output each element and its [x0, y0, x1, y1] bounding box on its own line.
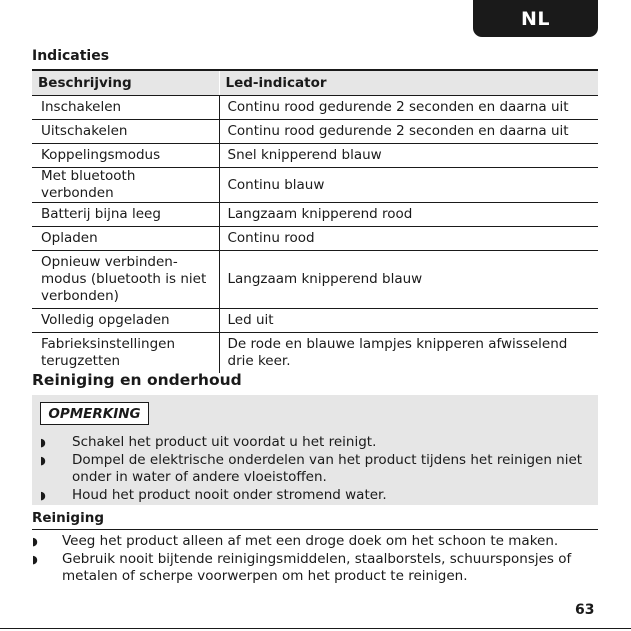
row-led-indicator: Langzaam knipperend blauw — [219, 251, 598, 309]
bullet-icon: ◗ — [32, 535, 38, 548]
row-led-indicator: Continu rood gedurende 2 seconden en daarna uit — [219, 120, 598, 144]
list-item-text: Gebruik nooit bijtende reinigingsmiddelen, staalborstels, schuursponsjes of metalen of scherpe voorwerpen om het product te reinigen. — [62, 551, 572, 584]
row-led-indicator: Continu rood — [219, 227, 598, 251]
list-item — [32, 452, 598, 486]
table-row — [32, 96, 598, 120]
row-led-indicator: Langzaam knipperend rood — [219, 203, 598, 227]
language-tab: NL — [473, 0, 598, 37]
table-row — [32, 333, 598, 374]
row-led-indicator: Snel knipperend blauw — [219, 144, 598, 168]
page-number: 63 — [575, 602, 595, 618]
bullet-icon: ◗ — [40, 436, 46, 449]
reiniging-list — [32, 533, 598, 586]
row-description: Batterij bijna leeg — [32, 203, 219, 227]
reiniging-heading: Reiniging — [32, 510, 104, 526]
row-led-indicator: Led uit — [219, 309, 598, 333]
row-description: Uitschakelen — [32, 120, 219, 144]
row-description: Volledig opgeladen — [32, 309, 219, 333]
divider — [0, 628, 631, 629]
table-row — [32, 227, 598, 251]
row-led-indicator: Continu rood gedurende 2 seconden en daarna uit — [219, 96, 598, 120]
list-item — [32, 533, 598, 550]
row-description: Fabrieksinstellingen terugzetten — [32, 333, 219, 374]
row-description: Inschakelen — [32, 96, 219, 120]
row-description: Opladen — [32, 227, 219, 251]
table-row — [32, 144, 598, 168]
table-row — [32, 203, 598, 227]
table-row — [32, 309, 598, 333]
bullet-icon: ◗ — [40, 454, 46, 467]
indicaties-heading: Indicaties — [32, 48, 110, 64]
list-item — [32, 487, 598, 504]
column-header-beschrijving: Beschrijving — [32, 70, 219, 96]
row-description: Met bluetooth verbonden — [32, 168, 219, 203]
bullet-icon: ◗ — [40, 489, 46, 502]
divider — [32, 529, 598, 530]
table-row — [32, 168, 598, 203]
column-header-led-indicator: Led-indicator — [219, 70, 598, 96]
row-description: Koppelingsmodus — [32, 144, 219, 168]
row-led-indicator: Continu blauw — [219, 168, 598, 203]
list-item-text: Schakel het product uit voordat u het reinigt. — [72, 434, 377, 450]
indicaties-table — [32, 69, 598, 373]
note-box — [32, 395, 598, 505]
note-list — [32, 434, 598, 505]
list-item-text: Houd het product nooit onder stromend water. — [72, 487, 387, 503]
note-label: OPMERKING — [40, 402, 149, 425]
table-row — [32, 120, 598, 144]
list-item — [32, 434, 598, 451]
list-item-text: Dompel de elektrische onderdelen van het product tijdens het reinigen niet onder in water of andere vloeistoffen. — [72, 452, 583, 485]
reiniging-onderhoud-heading: Reiniging en onderhoud — [32, 371, 242, 389]
bullet-icon: ◗ — [32, 553, 38, 566]
table-header-row — [32, 70, 598, 96]
list-item-text: Veeg het product alleen af met een droge doek om het schoon te maken. — [62, 533, 559, 549]
table-row — [32, 251, 598, 309]
row-description: Opnieuw verbinden- modus (bluetooth is niet verbonden) — [32, 251, 219, 309]
list-item — [32, 551, 598, 585]
row-led-indicator: De rode en blauwe lampjes knipperen afwisselend drie keer. — [227, 336, 568, 369]
